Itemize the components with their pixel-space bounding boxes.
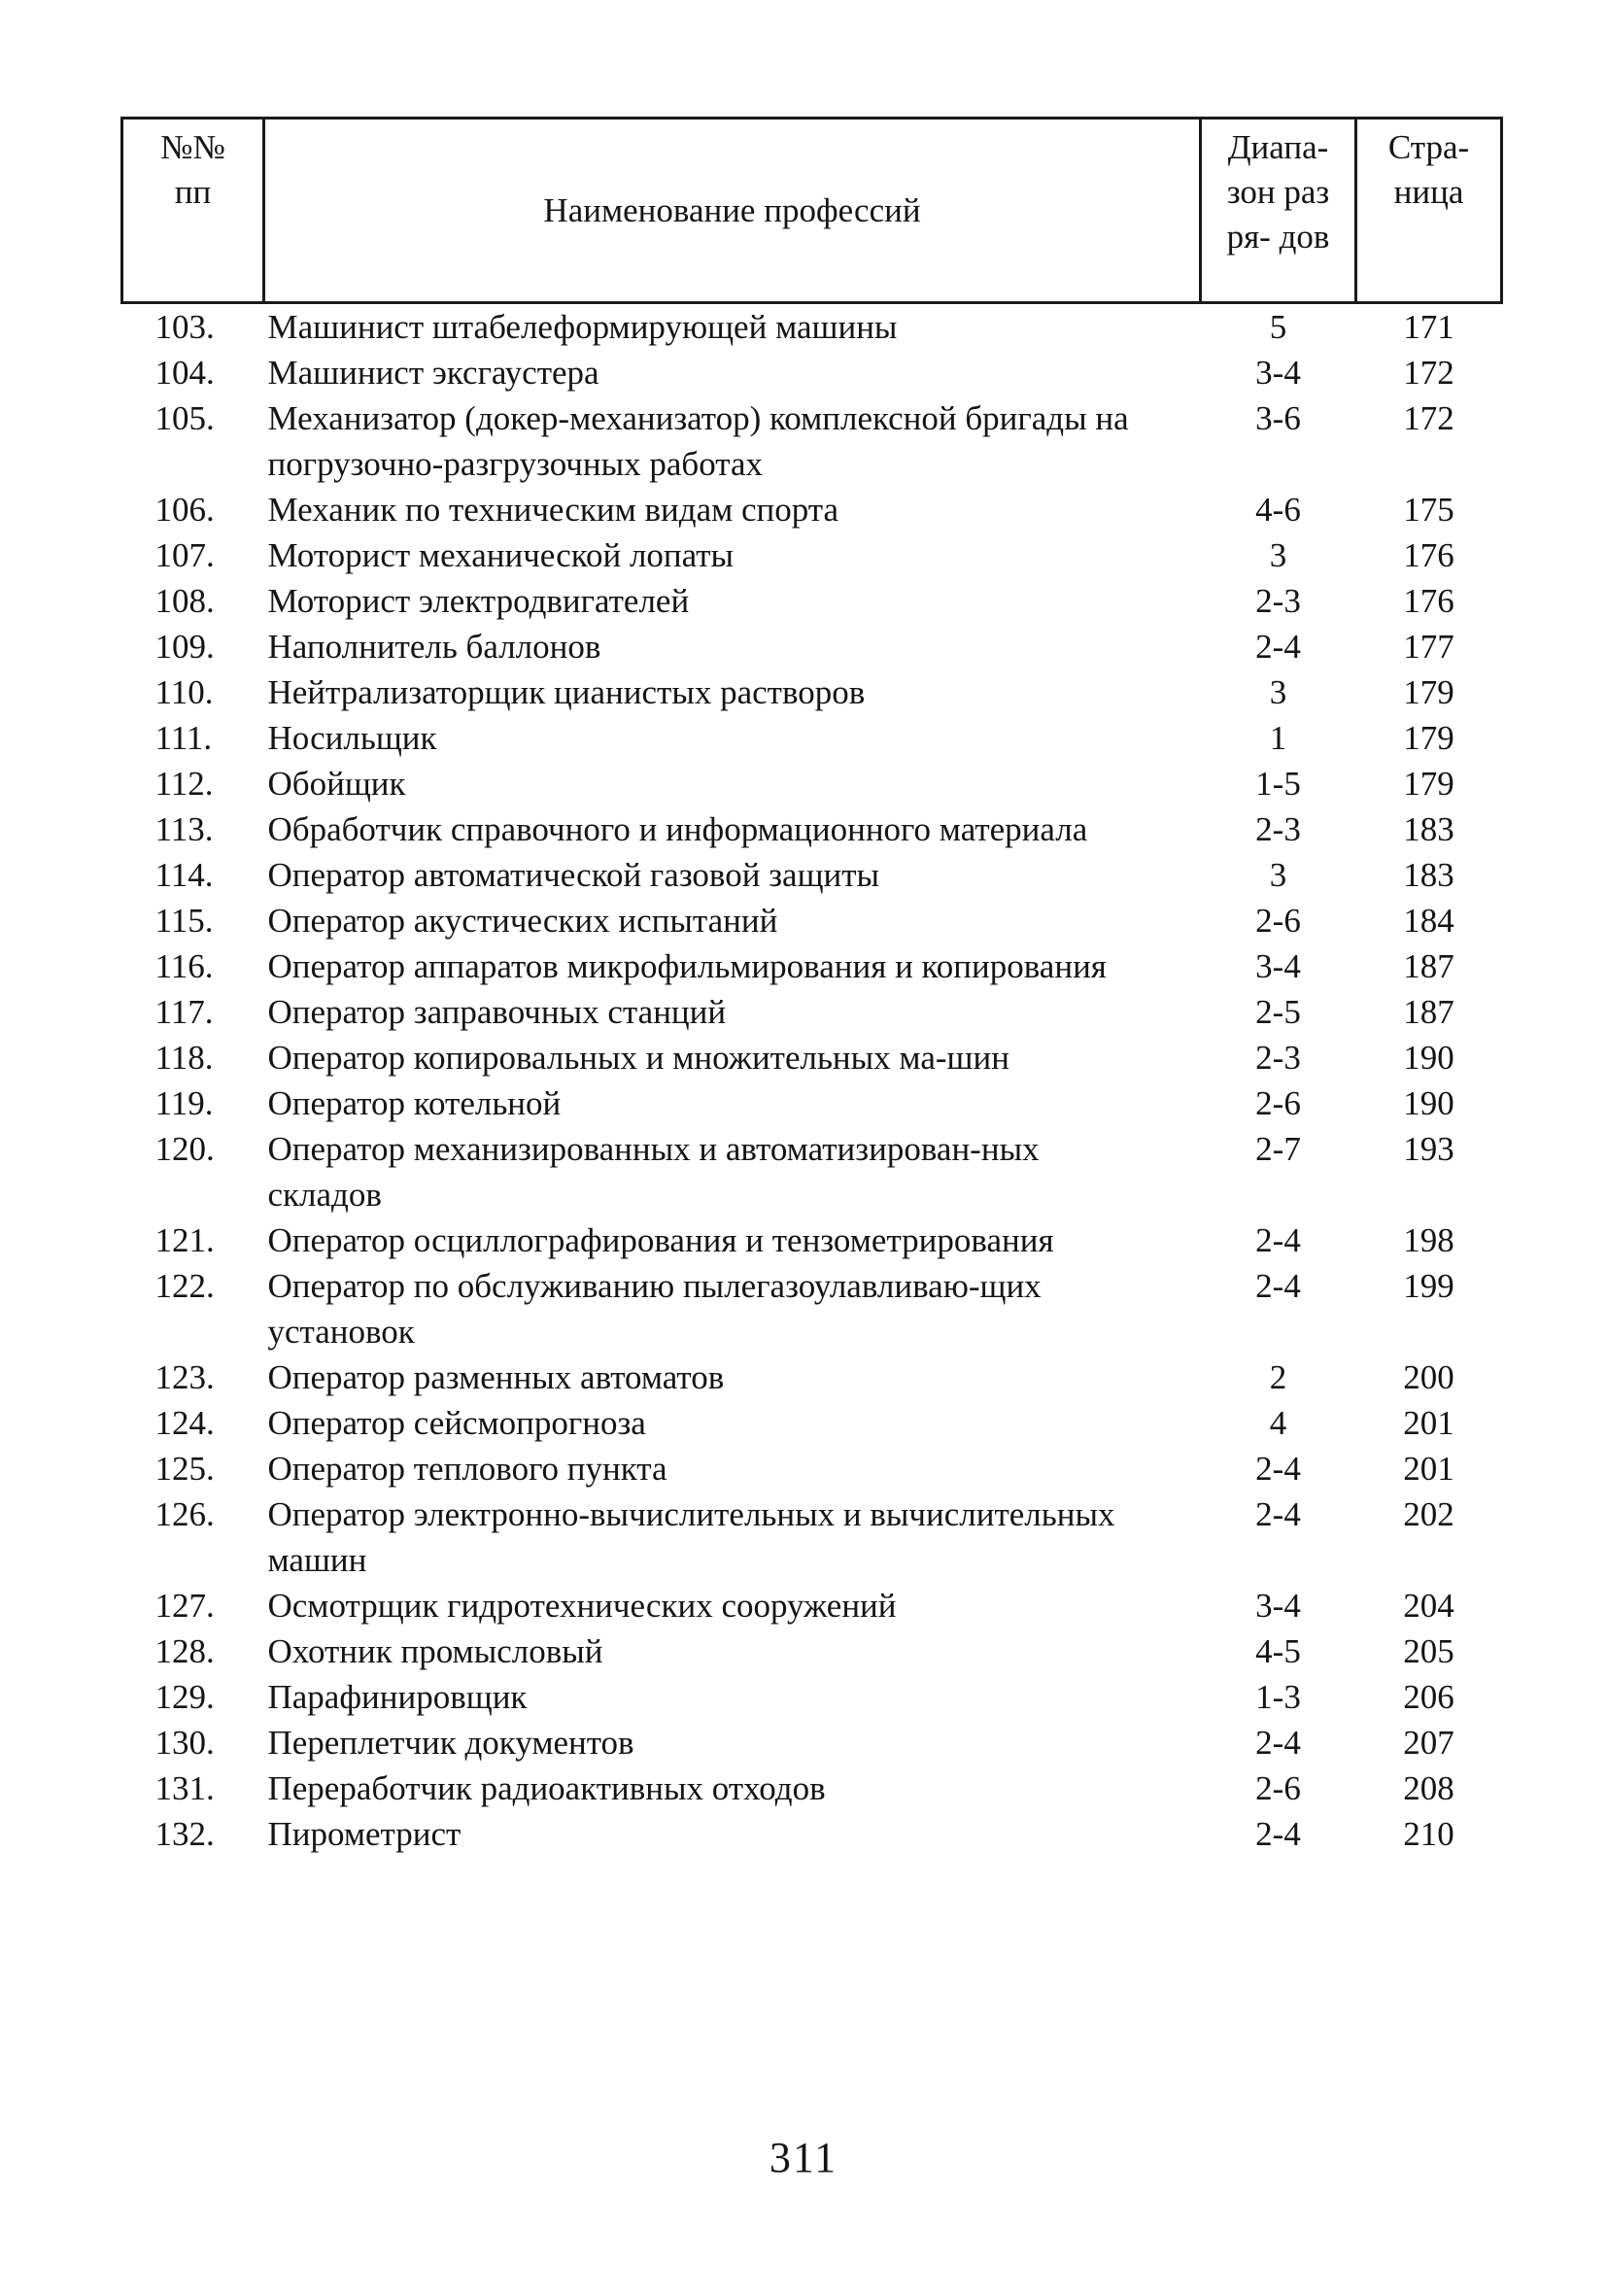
header-name-label: Наименование профессий bbox=[543, 190, 921, 229]
row-number: 125. bbox=[154, 1450, 215, 1488]
page-ref: 183 bbox=[1403, 810, 1454, 848]
row-number: 132. bbox=[154, 1815, 215, 1853]
grade-range: 2 bbox=[1269, 1358, 1287, 1396]
table-row bbox=[122, 715, 1502, 761]
grade-range: 2-3 bbox=[1255, 810, 1301, 848]
row-number: 126. bbox=[154, 1495, 215, 1533]
grade-range: 2-4 bbox=[1255, 628, 1301, 666]
profession-name: Переработчик радиоактивных отходов bbox=[267, 1769, 826, 1807]
grade-range: 2-6 bbox=[1255, 1769, 1301, 1807]
profession-name: Охотник промысловый bbox=[267, 1632, 603, 1670]
table-row bbox=[122, 1765, 1502, 1811]
row-number: 116. bbox=[154, 947, 214, 985]
profession-name: Моторист механической лопаты bbox=[267, 536, 735, 574]
row-number: 124. bbox=[154, 1404, 215, 1442]
page-ref: 201 bbox=[1403, 1450, 1454, 1488]
page-ref: 190 bbox=[1403, 1039, 1454, 1077]
row-number: 130. bbox=[154, 1724, 215, 1762]
grade-range: 2-6 bbox=[1255, 902, 1301, 940]
table-row bbox=[122, 1035, 1502, 1080]
table-row bbox=[122, 761, 1502, 806]
table-row bbox=[122, 1354, 1502, 1400]
header-num-label: №№ пп bbox=[160, 128, 225, 211]
page-ref: 202 bbox=[1403, 1495, 1454, 1533]
header-range bbox=[1201, 119, 1356, 303]
profession-name: Моторист электродвигателей bbox=[267, 582, 690, 620]
page-ref: 205 bbox=[1403, 1632, 1454, 1670]
row-number: 119. bbox=[154, 1084, 214, 1122]
professions-table bbox=[120, 117, 1503, 1857]
row-number: 128. bbox=[154, 1632, 215, 1670]
grade-range: 2-7 bbox=[1255, 1130, 1301, 1168]
grade-range: 1 bbox=[1269, 719, 1287, 757]
profession-name: Оператор аппаратов микрофильмирования и копирования bbox=[267, 947, 1107, 985]
profession-name: Переплетчик документов bbox=[267, 1724, 634, 1762]
table-row bbox=[122, 1674, 1502, 1720]
header-page-label: Стра- ница bbox=[1387, 128, 1470, 211]
table-row bbox=[122, 578, 1502, 624]
profession-name: Машинист эксгаустера bbox=[267, 354, 599, 392]
grade-range: 3-6 bbox=[1255, 399, 1301, 437]
profession-name: Механик по техническим видам спорта bbox=[267, 491, 839, 529]
page-ref: 193 bbox=[1403, 1130, 1454, 1168]
row-number: 131. bbox=[154, 1769, 215, 1807]
row-number: 111. bbox=[154, 719, 213, 757]
table-row bbox=[122, 669, 1502, 715]
page-ref: 187 bbox=[1403, 947, 1454, 985]
grade-range: 1-3 bbox=[1255, 1678, 1301, 1716]
table-row bbox=[122, 1811, 1502, 1857]
row-number: 129. bbox=[154, 1678, 215, 1716]
grade-range: 4-5 bbox=[1255, 1632, 1301, 1670]
row-number: 105. bbox=[154, 399, 215, 437]
row-number: 108. bbox=[154, 582, 215, 620]
grade-range: 3 bbox=[1269, 673, 1287, 711]
table-row bbox=[122, 1263, 1502, 1354]
page-ref: 184 bbox=[1403, 902, 1454, 940]
row-number: 121. bbox=[154, 1221, 215, 1259]
page-ref: 179 bbox=[1403, 719, 1454, 757]
row-number: 115. bbox=[154, 902, 214, 940]
profession-name: Наполнитель баллонов bbox=[267, 628, 601, 666]
table-row bbox=[122, 1583, 1502, 1628]
profession-name: Оператор разменных автоматов bbox=[267, 1358, 725, 1396]
grade-range: 2-5 bbox=[1255, 993, 1301, 1031]
row-number: 109. bbox=[154, 628, 215, 666]
grade-range: 2-3 bbox=[1255, 1039, 1301, 1077]
grade-range: 5 bbox=[1269, 308, 1287, 346]
profession-name: Пирометрист bbox=[267, 1815, 462, 1853]
row-number: 120. bbox=[154, 1130, 215, 1168]
table-row bbox=[122, 532, 1502, 578]
table-row bbox=[122, 806, 1502, 852]
header-page bbox=[1356, 119, 1502, 303]
grade-range: 2-3 bbox=[1255, 582, 1301, 620]
header-num bbox=[122, 119, 264, 303]
table-body bbox=[122, 303, 1502, 1858]
page-ref: 183 bbox=[1403, 856, 1454, 894]
page-ref: 204 bbox=[1403, 1587, 1454, 1625]
row-number: 123. bbox=[154, 1358, 215, 1396]
row-number: 113. bbox=[154, 810, 214, 848]
page-ref: 172 bbox=[1403, 354, 1454, 392]
table-row bbox=[122, 1126, 1502, 1217]
table-row bbox=[122, 898, 1502, 943]
table-row bbox=[122, 1491, 1502, 1583]
profession-name: Машинист штабелеформирующей машины bbox=[267, 308, 898, 346]
table-row bbox=[122, 1080, 1502, 1126]
grade-range: 1-5 bbox=[1255, 765, 1301, 803]
page-ref: 200 bbox=[1403, 1358, 1454, 1396]
page-ref: 207 bbox=[1403, 1724, 1454, 1762]
table-row bbox=[122, 989, 1502, 1035]
profession-name: Носильщик bbox=[267, 719, 437, 757]
page-number: 311 bbox=[769, 2134, 838, 2181]
row-number: 110. bbox=[154, 673, 214, 711]
header-range-label: Диапа- зон разря- дов bbox=[1226, 128, 1330, 256]
profession-name: Механизатор (докер-механизатор) комплексной бригады на погрузочно-разгрузочных работах bbox=[267, 399, 1129, 483]
table-row bbox=[122, 395, 1502, 487]
page-ref: 176 bbox=[1403, 536, 1454, 574]
profession-name: Оператор теплового пункта bbox=[267, 1450, 667, 1488]
row-number: 112. bbox=[154, 765, 214, 803]
page-ref: 179 bbox=[1403, 765, 1454, 803]
page-ref: 176 bbox=[1403, 582, 1454, 620]
profession-name: Оператор сейсмопрогноза bbox=[267, 1404, 646, 1442]
header-name bbox=[264, 119, 1201, 303]
grade-range: 2-4 bbox=[1255, 1450, 1301, 1488]
profession-name: Оператор механизированных и автоматизирован-ных складов bbox=[267, 1130, 1040, 1214]
row-number: 122. bbox=[154, 1267, 215, 1305]
table-row bbox=[122, 1720, 1502, 1765]
grade-range: 2-6 bbox=[1255, 1084, 1301, 1122]
row-number: 127. bbox=[154, 1587, 215, 1625]
profession-name: Оператор электронно-вычислительных и вычислительных машин bbox=[267, 1495, 1115, 1579]
grade-range: 3 bbox=[1269, 856, 1287, 894]
table-row bbox=[122, 1400, 1502, 1446]
row-number: 103. bbox=[154, 308, 215, 346]
profession-name: Оператор осциллографирования и тензометрирования bbox=[267, 1221, 1054, 1259]
profession-name: Обойщик bbox=[267, 765, 406, 803]
profession-name: Осмотрщик гидротехнических сооружений bbox=[267, 1587, 897, 1625]
profession-name: Нейтрализаторщик цианистых растворов bbox=[267, 673, 866, 711]
table-row bbox=[122, 303, 1502, 351]
page-ref: 208 bbox=[1403, 1769, 1454, 1807]
row-number: 104. bbox=[154, 354, 215, 392]
table-row bbox=[122, 852, 1502, 898]
grade-range: 2-4 bbox=[1255, 1495, 1301, 1533]
grade-range: 2-4 bbox=[1255, 1267, 1301, 1305]
grade-range: 3-4 bbox=[1255, 947, 1301, 985]
table-header bbox=[122, 119, 1502, 303]
page-ref: 172 bbox=[1403, 399, 1454, 437]
table-row bbox=[122, 1446, 1502, 1491]
row-number: 117. bbox=[154, 993, 214, 1031]
table-row bbox=[122, 350, 1502, 395]
grade-range: 3-4 bbox=[1255, 1587, 1301, 1625]
page-ref: 179 bbox=[1403, 673, 1454, 711]
row-number: 107. bbox=[154, 536, 215, 574]
table-row bbox=[122, 1628, 1502, 1674]
profession-name: Оператор акустических испытаний bbox=[267, 902, 778, 940]
table-row bbox=[122, 1217, 1502, 1263]
grade-range: 3-4 bbox=[1255, 354, 1301, 392]
page-ref: 210 bbox=[1403, 1815, 1454, 1853]
profession-name: Оператор по обслуживанию пылегазоулавливаю-щих установок bbox=[267, 1267, 1042, 1351]
page-ref: 187 bbox=[1403, 993, 1454, 1031]
page-ref: 175 bbox=[1403, 491, 1454, 529]
grade-range: 2-4 bbox=[1255, 1221, 1301, 1259]
grade-range: 4-6 bbox=[1255, 491, 1301, 529]
table-row bbox=[122, 943, 1502, 989]
page-ref: 171 bbox=[1403, 308, 1454, 346]
grade-range: 2-4 bbox=[1255, 1724, 1301, 1762]
page-ref: 198 bbox=[1403, 1221, 1454, 1259]
row-number: 114. bbox=[154, 856, 214, 894]
page-ref: 177 bbox=[1403, 628, 1454, 666]
profession-name: Оператор автоматической газовой защиты bbox=[267, 856, 880, 894]
grade-range: 2-4 bbox=[1255, 1815, 1301, 1853]
row-number: 106. bbox=[154, 491, 215, 529]
page-ref: 199 bbox=[1403, 1267, 1454, 1305]
page-ref: 190 bbox=[1403, 1084, 1454, 1122]
page-ref: 201 bbox=[1403, 1404, 1454, 1442]
profession-name: Обработчик справочного и информационного материала bbox=[267, 810, 1088, 848]
table-row bbox=[122, 487, 1502, 532]
page-ref: 206 bbox=[1403, 1678, 1454, 1716]
profession-name: Парафинировщик bbox=[267, 1678, 528, 1716]
grade-range: 4 bbox=[1269, 1404, 1287, 1442]
profession-name: Оператор копировальных и множительных ма-шин bbox=[267, 1039, 1009, 1077]
profession-name: Оператор котельной bbox=[267, 1084, 562, 1122]
grade-range: 3 bbox=[1269, 536, 1287, 574]
profession-name: Оператор заправочных станций bbox=[267, 993, 727, 1031]
row-number: 118. bbox=[154, 1039, 214, 1077]
table-row bbox=[122, 624, 1502, 669]
